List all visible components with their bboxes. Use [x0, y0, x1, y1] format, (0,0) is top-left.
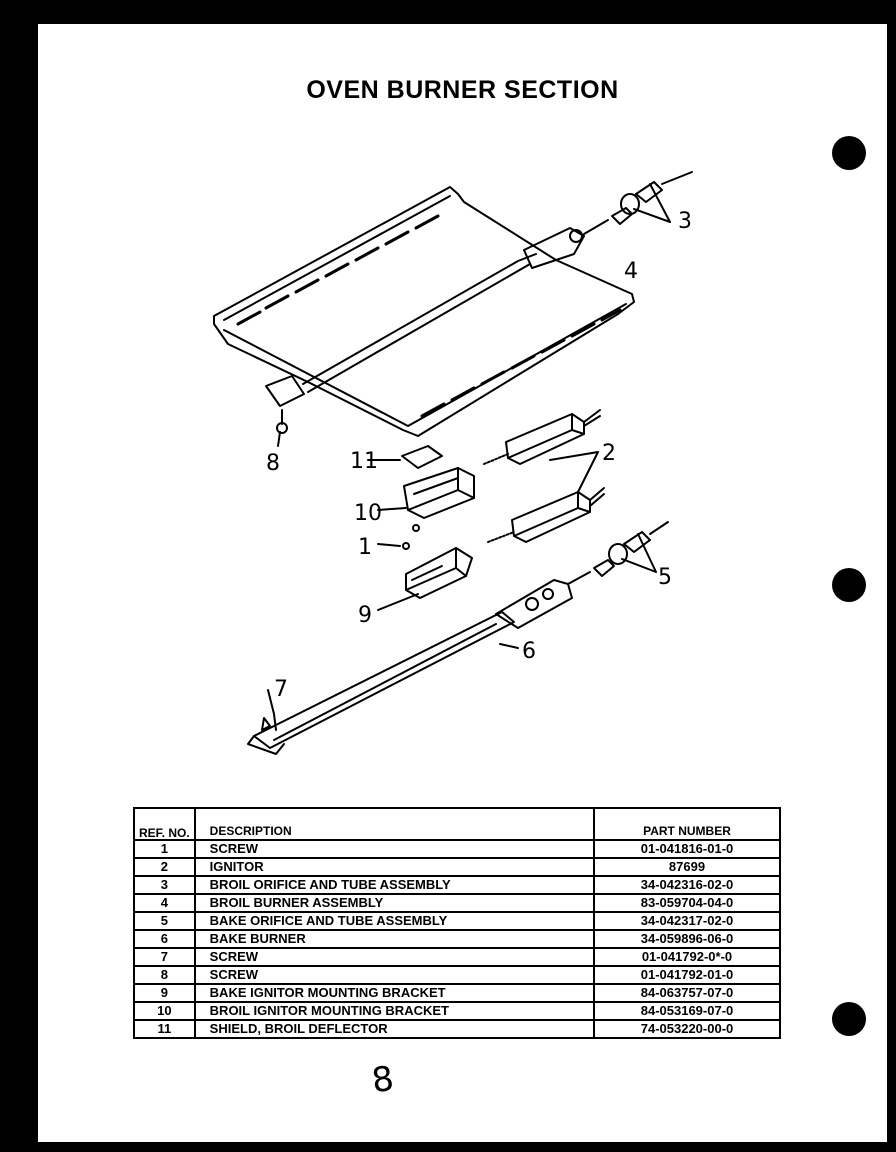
- bake-ignitor-bracket-drawing: [378, 548, 472, 610]
- table-row: [134, 1002, 780, 1020]
- punch-hole: [832, 1002, 866, 1036]
- ref-cell: 11: [134, 1020, 195, 1038]
- callout-4: 4: [624, 259, 638, 284]
- callout-9: 9: [358, 603, 372, 628]
- bake-burner-drawing: [248, 522, 668, 754]
- table-row: [134, 984, 780, 1002]
- table-row: [134, 966, 780, 984]
- description-cell: BAKE IGNITOR MOUNTING BRACKET: [195, 984, 594, 1002]
- punch-hole: [832, 568, 866, 602]
- callout-2: 2: [602, 441, 616, 466]
- ref-cell: 7: [134, 948, 195, 966]
- exploded-parts-diagram: [38, 24, 887, 804]
- description-cell: SCREW: [195, 840, 594, 858]
- callout-6: 6: [522, 639, 536, 664]
- parts-page: [38, 24, 887, 1142]
- part-number-cell: 87699: [594, 858, 780, 876]
- description-cell: BROIL BURNER ASSEMBLY: [195, 894, 594, 912]
- callout-1: 1: [358, 535, 372, 560]
- part-number-cell: 34-059896-06-0: [594, 930, 780, 948]
- part-number-cell: 74-053220-00-0: [594, 1020, 780, 1038]
- callout-10: 10: [354, 501, 382, 526]
- part-number-cell: 83-059704-04-0: [594, 894, 780, 912]
- description-cell: BAKE BURNER: [195, 930, 594, 948]
- part-number-cell: 01-041792-01-0: [594, 966, 780, 984]
- ref-cell: 2: [134, 858, 195, 876]
- ignitor-drawing: [484, 410, 604, 542]
- table-row: [134, 948, 780, 966]
- part-number-cell: 34-042317-02-0: [594, 912, 780, 930]
- ref-cell: 6: [134, 930, 195, 948]
- parts-table: [133, 807, 781, 1039]
- ref-cell: 8: [134, 966, 195, 984]
- table-row: [134, 930, 780, 948]
- table-row: [134, 894, 780, 912]
- callout-7: 7: [274, 677, 288, 702]
- description-header: DESCRIPTION: [195, 808, 594, 840]
- ref-cell: 3: [134, 876, 195, 894]
- table-row: [134, 876, 780, 894]
- ref-no-header: REF. NO.: [134, 808, 195, 840]
- callout-8: 8: [266, 451, 280, 476]
- table-row: [134, 1020, 780, 1038]
- broil-ignitor-bracket-drawing: [368, 446, 474, 549]
- table-row: [134, 912, 780, 930]
- ref-cell: 5: [134, 912, 195, 930]
- part-number-cell: 34-042316-02-0: [594, 876, 780, 894]
- part-number-cell: 84-063757-07-0: [594, 984, 780, 1002]
- description-cell: SCREW: [195, 948, 594, 966]
- ref-cell: 9: [134, 984, 195, 1002]
- page-title: OVEN BURNER SECTION: [306, 76, 619, 104]
- ref-cell: 1: [134, 840, 195, 858]
- punch-hole: [832, 136, 866, 170]
- part-number-cell: 84-053169-07-0: [594, 1002, 780, 1020]
- ref-cell: 10: [134, 1002, 195, 1020]
- broil-burner-drawing: [214, 172, 692, 446]
- page-number: 8: [369, 1058, 397, 1102]
- description-cell: BROIL ORIFICE AND TUBE ASSEMBLY: [195, 876, 594, 894]
- part-number-header: PART NUMBER: [594, 808, 780, 840]
- description-cell: IGNITOR: [195, 858, 594, 876]
- table-header-row: [134, 808, 780, 840]
- table-row: [134, 840, 780, 858]
- callout-11: 11: [350, 449, 378, 474]
- description-cell: BROIL IGNITOR MOUNTING BRACKET: [195, 1002, 594, 1020]
- callout-3: 3: [678, 209, 692, 234]
- ref-cell: 4: [134, 894, 195, 912]
- description-cell: BAKE ORIFICE AND TUBE ASSEMBLY: [195, 912, 594, 930]
- description-cell: SCREW: [195, 966, 594, 984]
- part-number-cell: 01-041792-0*-0: [594, 948, 780, 966]
- callout-5: 5: [658, 565, 672, 590]
- table-row: [134, 858, 780, 876]
- part-number-cell: 01-041816-01-0: [594, 840, 780, 858]
- description-cell: SHIELD, BROIL DEFLECTOR: [195, 1020, 594, 1038]
